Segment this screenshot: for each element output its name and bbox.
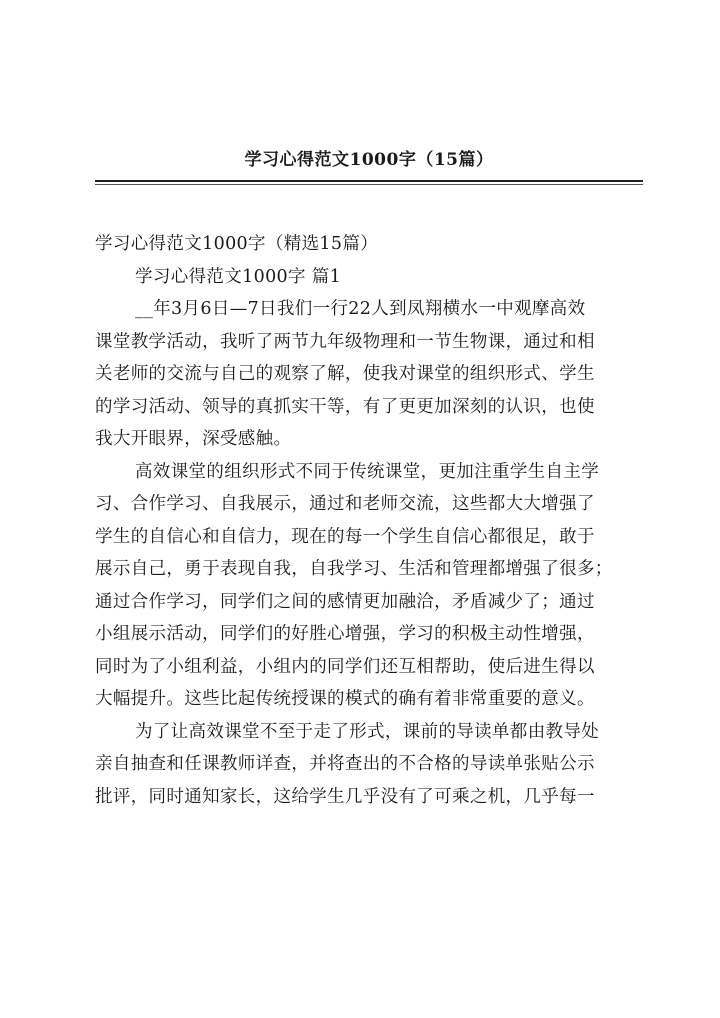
document-subtitle: 学习心得范文1000字（精选15篇）: [95, 234, 379, 254]
title-rule: [95, 180, 643, 182]
paragraph-line: 亲自抽查和任课教师详查，并将查出的不合格的导读单张贴公示: [95, 754, 595, 774]
section-heading: 学习心得范文1000字 篇1: [135, 266, 342, 287]
paragraph-line: 我大开眼界，深受感触。: [95, 429, 292, 449]
paragraph-line: 小组展示活动，同学们的好胜心增强，学习的积极主动性增强，: [95, 624, 595, 644]
paragraph-line: 的学习活动、领导的真抓实干等，有了更更加深刻的认识，也使: [95, 396, 595, 417]
paragraph-line: 通过合作学习，同学们之间的感情更加融洽，矛盾减少了；通过: [95, 591, 595, 612]
document-title: 学习心得范文1000字（15篇）: [244, 150, 494, 170]
paragraph-line: 学生的自信心和自信力，现在的每一个学生自信心都很足，敢于: [95, 526, 595, 547]
paragraph-line: __年3月6日—7日我们一行22人到凤翔横水一中观摩高效: [135, 299, 586, 319]
title-rule-thin: [95, 184, 643, 185]
paragraph-3: [95, 716, 645, 814]
paragraph-line: 习、合作学习、自我展示，通过和老师交流，这些都大大增强了: [95, 494, 595, 514]
paragraph-line: 同时为了小组利益，小组内的同学们还互相帮助，使后进生得以: [95, 656, 595, 677]
paragraph-1: [95, 293, 645, 456]
paragraph-line: 关老师的交流与自己的观察了解，使我对课堂的组织形式、学生: [95, 364, 595, 384]
paragraph-line: 展示自己，勇于表现自我，自我学习、生活和管理都增强了很多；: [95, 559, 613, 579]
paragraph-line: 批评，同时通知家长，这给学生几乎没有了可乘之机，几乎每一: [95, 786, 595, 807]
paragraph-line: 为了让高效课堂不至于走了形式，课前的导读单都由教导处: [135, 721, 600, 742]
document-body: [95, 228, 645, 813]
paragraph-line: 大幅提升。这些比起传统授课的模式的确有着非常重要的意义。: [95, 689, 595, 709]
paragraph-line: 课堂教学活动，我听了两节九年级物理和一节生物课，通过和相: [95, 331, 595, 352]
paragraph-line: 高效课堂的组织形式不同于传统课堂，更加注重学生自主学: [135, 461, 600, 482]
paragraph-2: [95, 456, 645, 716]
